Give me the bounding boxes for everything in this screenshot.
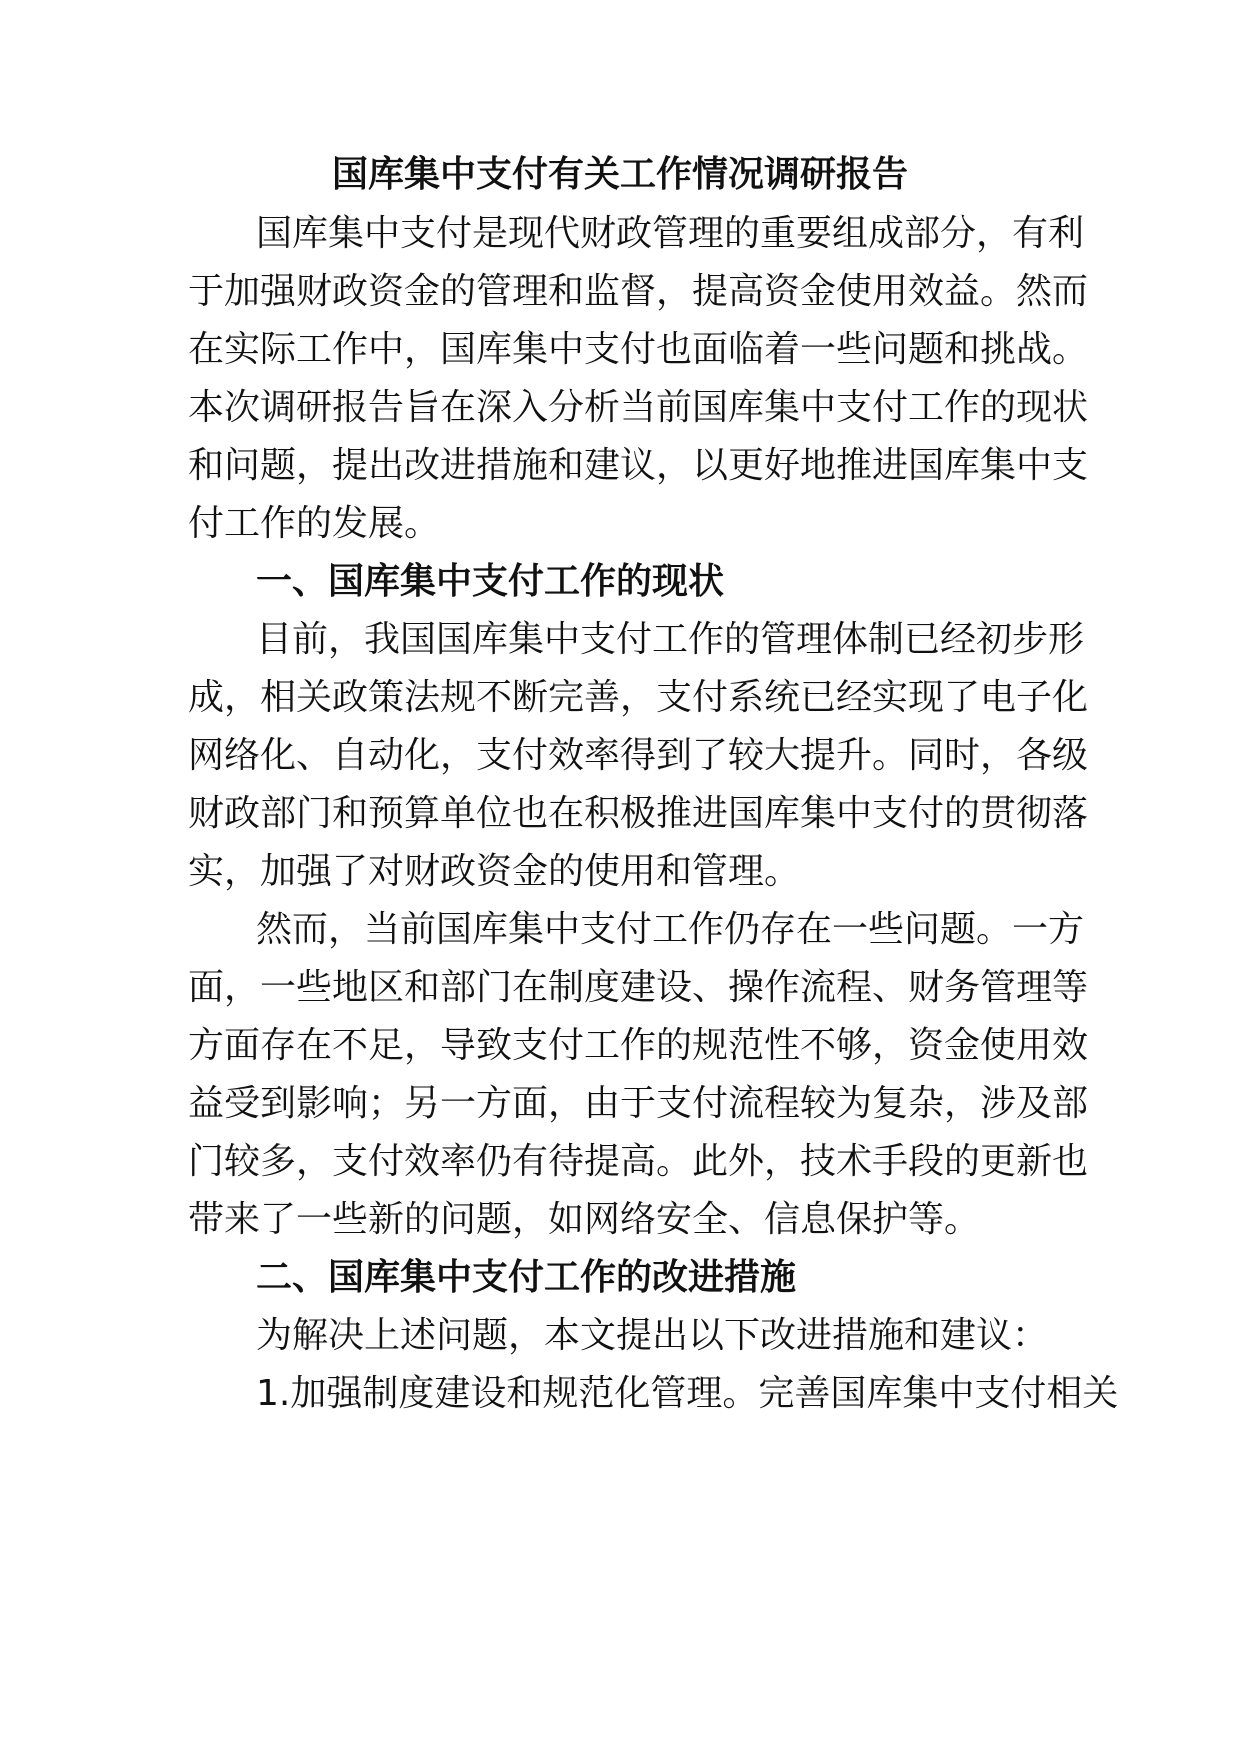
section-1-paragraph-1-line-5: 实，加强了对财政资金的使用和管理。: [188, 851, 801, 892]
section-1-heading: 一、国库集中支付工作的现状: [256, 561, 725, 602]
section-1-paragraph-1-line-2: 成，相关政策法规不断完善，支付系统已经实现了电子化: [188, 677, 1089, 718]
intro-line-1: 国库集中支付是现代财政管理的重要组成部分，有利: [256, 213, 1085, 254]
section-1-paragraph-2-line-6: 带来了一些新的问题，如网络安全、信息保护等。: [188, 1199, 981, 1240]
intro-line-5: 和问题，提出改进措施和建议，以更好地推进国库集中支: [188, 445, 1089, 486]
section-1-paragraph-1-line-3: 网络化、自动化，支付效率得到了较大提升。同时，各级: [188, 735, 1089, 776]
report-title: 国库集中支付有关工作情况调研报告: [331, 154, 908, 195]
section-1-paragraph-1-line-1: 目前，我国国库集中支付工作的管理体制已经初步形: [256, 619, 1085, 660]
section-1-paragraph-2-line-1: 然而，当前国库集中支付工作仍存在一些问题。一方: [256, 909, 1085, 950]
intro-line-2: 于加强财政资金的管理和监督，提高资金使用效益。然而: [188, 271, 1089, 312]
intro-line-6: 付工作的发展。: [188, 503, 441, 544]
intro-line-4: 本次调研报告旨在深入分析当前国库集中支付工作的现状: [188, 387, 1089, 428]
intro-line-3: 在实际工作中，国库集中支付也面临着一些问题和挑战。: [188, 329, 1089, 370]
section-2-heading: 二、国库集中支付工作的改进措施: [256, 1257, 797, 1298]
section-2-intro: 为解决上述问题，本文提出以下改进措施和建议：: [256, 1315, 1049, 1356]
section-1-paragraph-2-line-4: 益受到影响；另一方面，由于支付流程较为复杂，涉及部: [188, 1083, 1089, 1124]
section-2-item-1-start: 1.加强制度建设和规范化管理。完善国库集中支付相关: [256, 1373, 1119, 1414]
section-1-paragraph-2-line-5: 门较多，支付效率仍有待提高。此外，技术手段的更新也: [188, 1141, 1089, 1182]
section-1-paragraph-1-line-4: 财政部门和预算单位也在积极推进国库集中支付的贯彻落: [188, 793, 1089, 834]
section-1-paragraph-2-line-2: 面，一些地区和部门在制度建设、操作流程、财务管理等: [188, 967, 1089, 1008]
section-1-paragraph-2-line-3: 方面存在不足，导致支付工作的规范性不够，资金使用效: [188, 1025, 1089, 1066]
